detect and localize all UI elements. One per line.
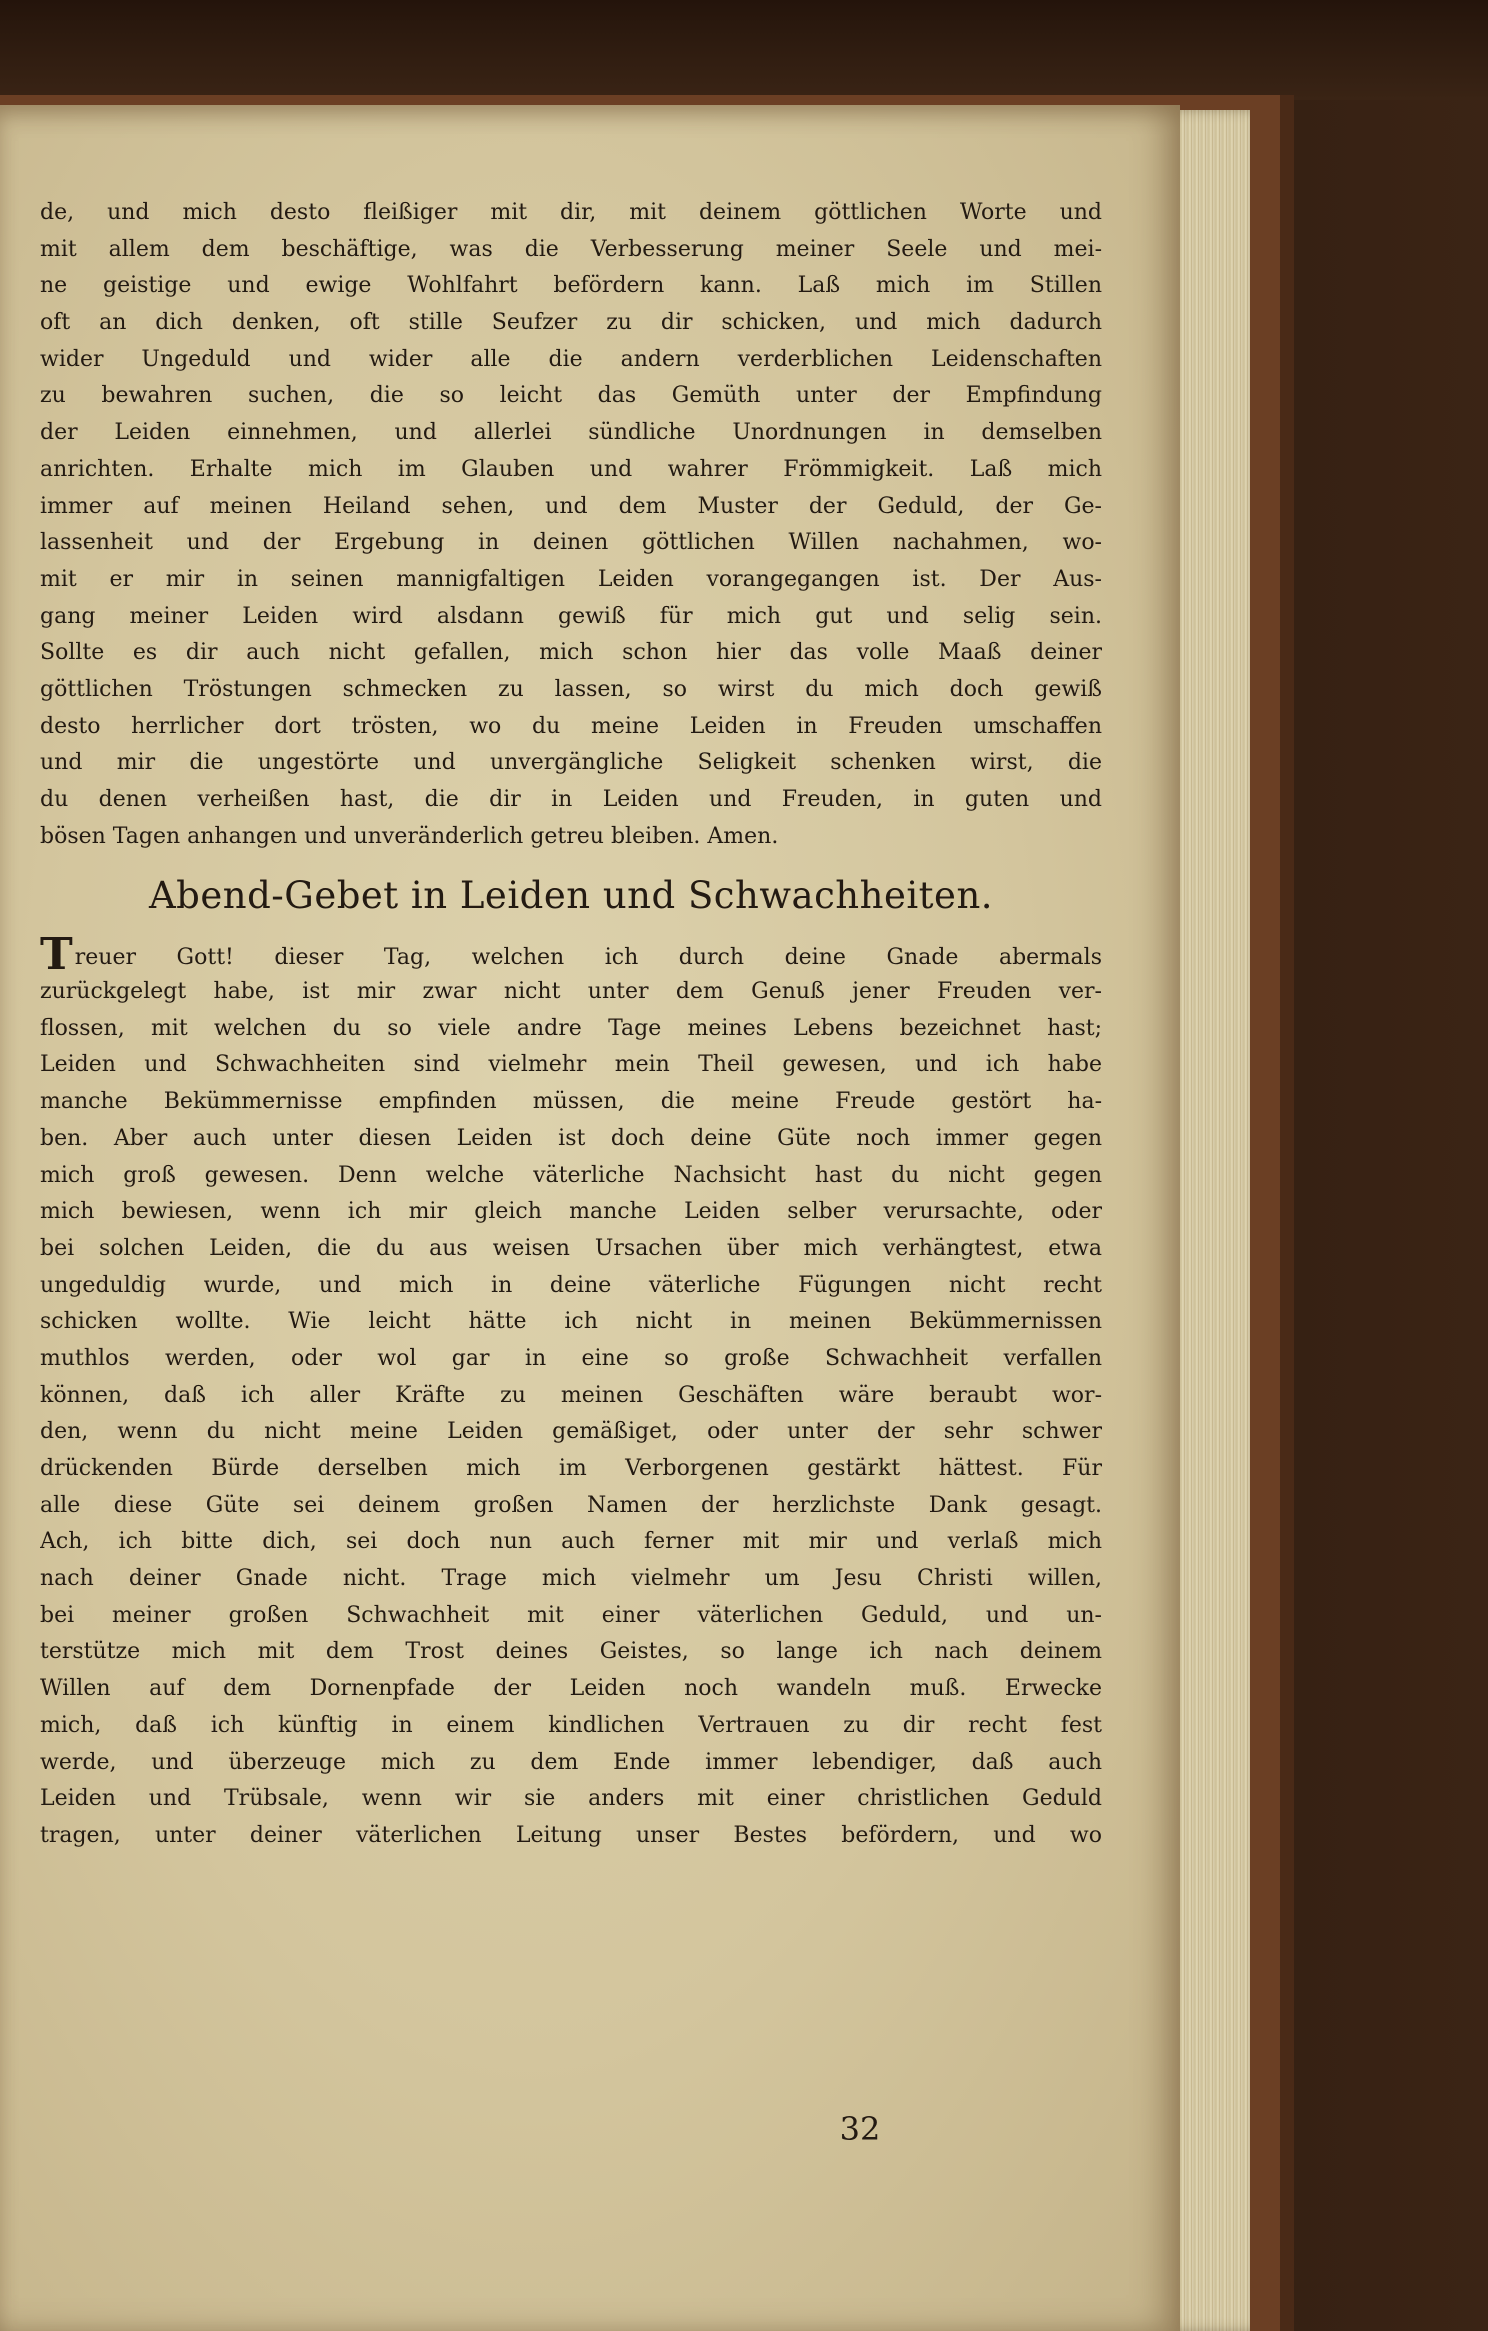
text-line: desto herrlicher dort trösten, wo du meine Leiden in Freuden umschaffen [40,713,1102,739]
text-line: mich bewiesen, wenn ich mir gleich manche Leiden selber verursachte, oder [40,1199,1102,1225]
text-line: terstütze mich mit dem Trost deines Geistes, so lange ich nach deinem [40,1639,1102,1665]
text-line: de, und mich desto fleißiger mit dir, mit deinem göttlichen Worte und [40,200,1102,225]
text-line: göttlichen Tröstungen schmecken zu lassen, so wirst du mich doch gewiß [40,676,1102,702]
drop-cap: T [40,937,73,975]
paragraph-prayer [40,937,1102,1854]
text-line: gang meiner Leiden wird alsdann gewiß für mich gut und selig sein. [40,603,1102,629]
text-line: nach deiner Gnade nicht. Trage mich vielmehr um Jesu Christi willen, [40,1566,1102,1592]
text-line: bei solchen Leiden, die du aus weisen Ursachen über mich verhängtest, etwa [40,1235,1102,1261]
text-line: zu bewahren suchen, die so leicht das Gemüth unter der Empfindung [40,383,1102,409]
text-line: wider Ungeduld und wider alle die andern verderblichen Leidenschaften [40,346,1102,372]
text-line: mit allem dem beschäftige, was die Verbesserung meiner Seele und mei- [40,236,1102,262]
text-line: Ach, ich bitte dich, sei doch nun auch ferner mit mir und verlaß mich [40,1529,1102,1555]
text-line: ne geistige und ewige Wohlfahrt befördern kann. Laß mich im Stillen [40,273,1102,299]
section-heading: Abend-Gebet in Leiden und Schwachheiten. [148,874,994,918]
first-line-text: reuer Gott! dieser Tag, welchen ich durch deine Gnade abermals [74,945,1102,971]
text-line: drückenden Bürde derselben mich im Verborgenen gestärkt hättest. Für [40,1456,1102,1481]
table-surface [0,0,1488,100]
text-line: Sollte es dir auch nicht gefallen, mich schon hier das volle Maaß deiner [40,640,1102,666]
text-line: anrichten. Erhalte mich im Glauben und wahrer Frömmigkeit. Laß mich [40,456,1102,482]
paragraph-continued [40,195,1102,855]
text-line: immer auf meinen Heiland sehen, und dem Muster der Geduld, der Ge- [40,493,1102,519]
text-line: ungeduldig wurde, und mich in deine väterliche Fügungen nicht recht [40,1272,1102,1298]
text-line: und mir die ungestörte und unvergängliche Seligkeit schenken wirst, die [40,750,1102,776]
text-line: ben. Aber auch unter diesen Leiden ist doch deine Güte noch immer gegen [40,1125,1102,1151]
text-line: muthlos werden, oder wol gar in eine so große Schwachheit verfallen [40,1345,1102,1371]
text-line: mich groß gewesen. Denn welche väterliche Nachsicht hast du nicht gegen [40,1162,1102,1188]
text-line: zurückgelegt habe, ist mir zwar nicht unter dem Genuß jener Freuden ver- [40,979,1102,1005]
text-line: Leiden und Schwachheiten sind vielmehr mein Theil gewesen, und ich habe [40,1052,1102,1078]
text-line-first [40,937,1102,974]
text-line: der Leiden einnehmen, und allerlei sündliche Unordnungen in demselben [40,420,1102,446]
text-line: bei meiner großen Schwachheit mit einer väterlichen Geduld, und un- [40,1602,1102,1628]
text-line: manche Bekümmernisse empfinden müssen, die meine Freude gestört ha- [40,1089,1102,1115]
text-line: alle diese Güte sei deinem großen Namen der herzlichste Dank gesagt. [40,1492,1102,1518]
text-line: du denen verheißen hast, die dir in Leiden und Freuden, in guten und [40,787,1102,812]
page-number: 32 [839,2110,881,2148]
text-line: oft an dich denken, oft stille Seufzer zu dir schicken, und mich dadurch [40,310,1102,336]
text-line: Leiden und Trübsale, wenn wir sie anders mit einer christlichen Geduld [40,1786,1102,1812]
text-line: schicken wollte. Wie leicht hätte ich nicht in meinen Bekümmernissen [40,1309,1102,1335]
text-line: mit er mir in seinen mannigfaltigen Leiden vorangegangen ist. Der Aus- [40,566,1102,592]
text-line: Willen auf dem Dornenpfade der Leiden noch wandeln muß. Erwecke [40,1676,1102,1702]
text-line: flossen, mit welchen du so viele andre Tage meines Lebens bezeichnet hast; [40,1015,1102,1041]
text-line: tragen, unter deiner väterlichen Leitung unser Bestes befördern, und wo [40,1822,1102,1848]
page-text [40,195,1102,1855]
text-line: können, daß ich aller Kräfte zu meinen Geschäften wäre beraubt wor- [40,1382,1102,1408]
text-line: werde, und überzeuge mich zu dem Ende immer lebendiger, daß auch [40,1749,1102,1775]
text-line: den, wenn du nicht meine Leiden gemäßiget, oder unter der sehr schwer [40,1419,1102,1445]
text-line: lassenheit und der Ergebung in deinen göttlichen Willen nachahmen, wo- [40,530,1102,556]
text-line: bösen Tagen anhangen und unveränderlich getreu bleiben. Amen. [40,823,779,849]
text-line: mich, daß ich künftig in einem kindlichen Vertrauen zu dir recht fest [40,1712,1102,1738]
